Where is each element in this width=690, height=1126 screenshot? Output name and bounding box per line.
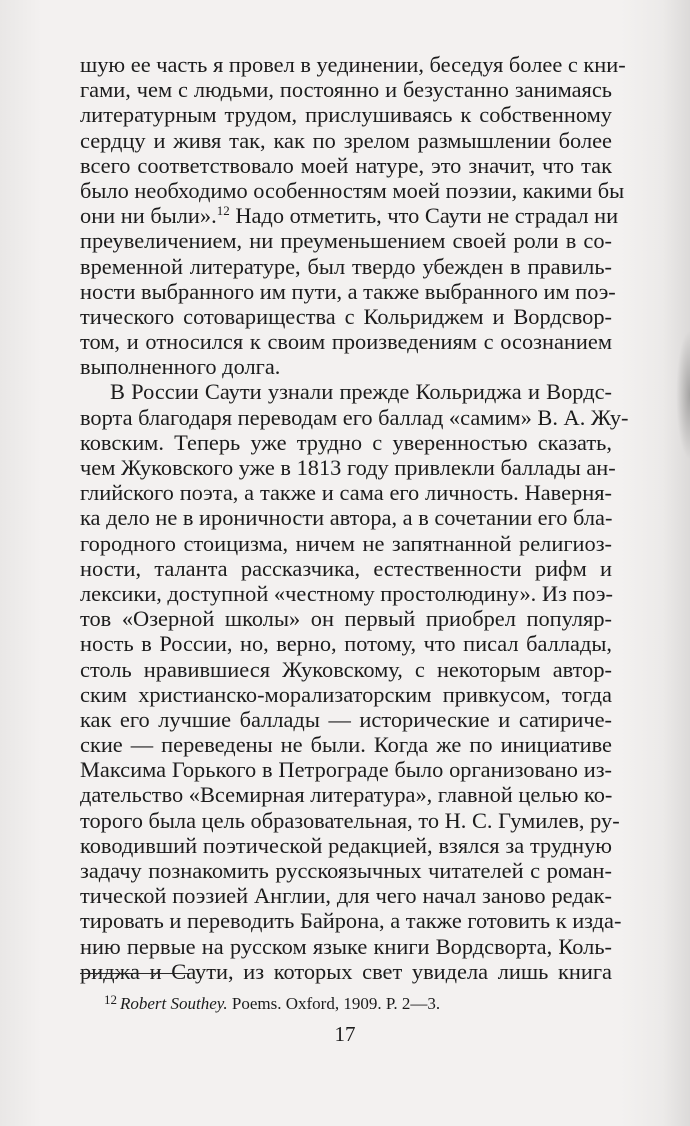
text-line: ководивший поэтической редакцией, взялся за трудную	[80, 832, 612, 858]
footnote-divider	[80, 973, 190, 974]
text-line: шую ее часть я провел в уединении, беседуя более с кни-	[80, 52, 626, 77]
footnote	[104, 990, 440, 1014]
text-line: столь нравившиеся Жуковскому, с некоторым автор-	[80, 656, 612, 682]
text-line: Максима Горького в Петрограде было организовано из-	[80, 757, 612, 783]
text-line: гами, чем с людьми, постоянно и безустанно занимаясь	[80, 77, 612, 103]
footnote-reference[interactable]: 12	[216, 203, 230, 219]
text-line: литературным трудом, прислушиваясь к собственному	[80, 102, 612, 128]
text-line: глийского поэта, а также и сама его личность. Наверня-	[80, 480, 612, 506]
text-line: как его лучшие баллады — исторические и сатириче-	[80, 706, 612, 732]
text-line: дательство «Всемирная литература», главной целью ко-	[80, 782, 613, 808]
text-line: тировать и переводить Байрона, а также готовить к изда-	[80, 908, 622, 934]
page-edge-shadow	[676, 330, 690, 460]
text-line: тического сотоварищества с Кольриджем и Вордсвор-	[80, 303, 612, 329]
text-line: торого была цель образовательная, то Н. С. Гумилев, ру-	[80, 807, 620, 833]
text-line: ности, таланта рассказчика, естественности рифм и	[80, 555, 612, 581]
text-line: задачу познакомить русскоязычных читателей с роман-	[80, 858, 612, 883]
text-line: ности выбранного им пути, а также выбранного им поэ-	[80, 278, 616, 304]
text-line: городного стоицизма, ничем не запятнанной религиоз-	[80, 530, 612, 556]
footnote-text: Poems. Oxford, 1909. P. 2—3.	[227, 994, 441, 1013]
footnote-number: 12	[104, 992, 117, 1007]
text-line: ка дело не в ироничности автора, а в сочетании его бла-	[80, 505, 613, 531]
text-line: временной литературе, был твердо убежден в правиль-	[80, 253, 612, 279]
main-text	[80, 52, 629, 984]
text-line: всего соответствовало моей натуре, это значит, что так	[80, 152, 612, 178]
text-line: преувеличением, ни преуменьшением своей роли в со-	[80, 228, 612, 254]
text-line: тов «Озерной школы» он первый приобрел популяр-	[80, 606, 612, 632]
text-line: ские — переведены не были. Когда же по инициативе	[80, 732, 612, 758]
text-line: нию первые на русском языке книги Вордсворта, Коль-	[80, 933, 612, 959]
text-line: выполненного долга.	[80, 354, 281, 380]
text-line: ковским. Теперь уже трудно с уверенностью сказать,	[80, 429, 612, 455]
text-segment: Надо отметить, что Саути не страдал ни	[235, 203, 619, 229]
text-line: лексики, доступной «честному простолюдину». Из поэ-	[80, 580, 613, 606]
footnote-author: Robert Southey.	[120, 994, 228, 1013]
text-line: было необходимо особенностям моей поэзии, какими бы	[80, 177, 625, 203]
paragraph-first-line: В России Саути узнали прежде Кольриджа и Вордс-	[110, 379, 612, 405]
text-line: ским христианско-морализаторским привкусом, тогда	[80, 681, 612, 707]
text-line: том, и относился к своим произведениям с осознанием	[80, 329, 612, 355]
text-line: ворта благодаря переводам его баллад «самим» В. А. Жу-	[80, 404, 629, 430]
text-line: чем Жуковского уже в 1813 году привлекли баллады ан-	[80, 455, 616, 480]
text-line-with-footnote	[80, 203, 619, 229]
page-number: 17	[334, 1022, 356, 1046]
text-segment: они ни были».	[80, 203, 217, 229]
text-line: риджа и Саути, из которых свет увидела лишь книга	[80, 958, 612, 984]
text-line: тической поэзией Англии, для чего начал заново редак-	[80, 883, 612, 909]
text-line: сердцу и живя так, как по зрелом размышлении более	[80, 127, 612, 153]
text-line: ность в России, но, верно, потому, что писал баллады,	[80, 631, 612, 657]
